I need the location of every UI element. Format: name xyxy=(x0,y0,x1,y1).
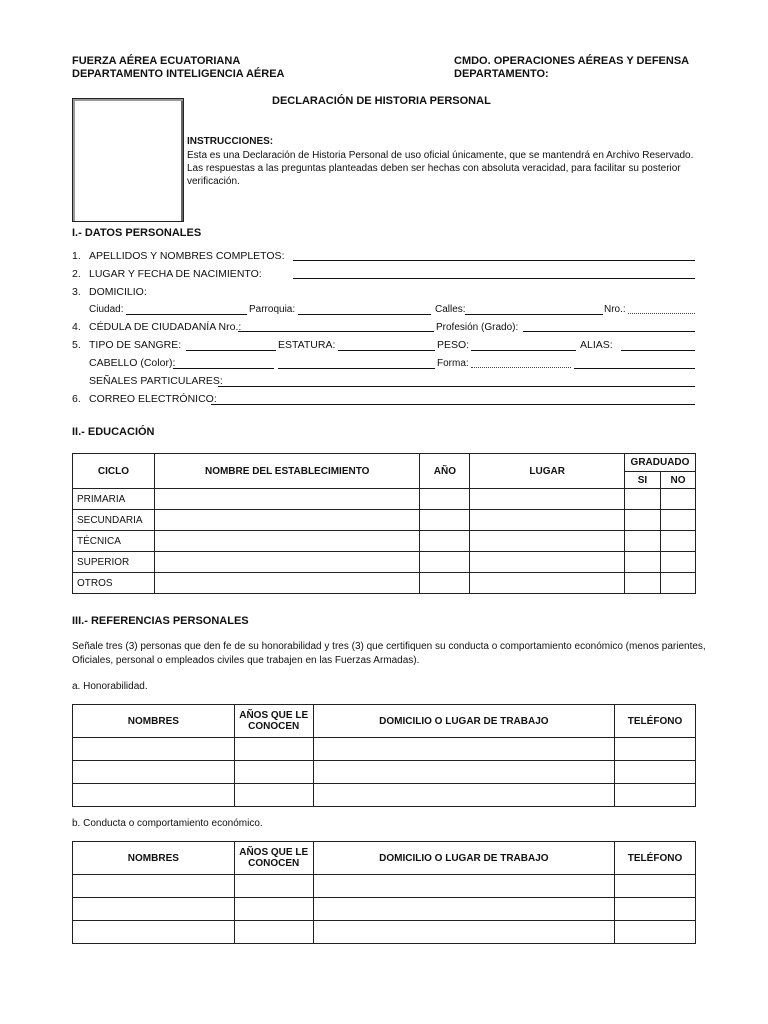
education-table xyxy=(72,453,696,594)
table-row xyxy=(73,552,696,573)
email-field[interactable] xyxy=(211,404,695,405)
instructions-line-2: Las respuestas a las preguntas planteadas deben ser hechas con absoluta veracidad, para facilitar su posterior xyxy=(187,163,681,174)
table-cell[interactable] xyxy=(660,489,695,510)
address-label: DOMICILIO: xyxy=(89,286,147,298)
table-cell[interactable] xyxy=(73,921,235,944)
distinctive-marks-label: SEÑALES PARTICULARES: xyxy=(89,375,223,387)
references-intro-line-2: Oficiales, personal o empleados civiles que trabajen en las Fuerzas Armadas). xyxy=(72,655,420,666)
table-cell[interactable] xyxy=(660,510,695,531)
page-title: DECLARACIÓN DE HISTORIA PERSONAL xyxy=(272,95,491,107)
col-phone: TELÉFONO xyxy=(615,705,696,738)
row-label: TÉCNICA xyxy=(73,531,155,552)
col-years-known: AÑOS QUE LE CONOCEN xyxy=(234,705,313,738)
full-name-field[interactable] xyxy=(293,260,695,261)
table-cell[interactable] xyxy=(313,738,614,761)
table-cell[interactable] xyxy=(470,510,625,531)
table-cell[interactable] xyxy=(624,573,660,594)
table-cell[interactable] xyxy=(420,489,470,510)
col-phone: TELÉFONO xyxy=(615,842,696,875)
row-label: SECUNDARIA xyxy=(73,510,155,531)
table-cell[interactable] xyxy=(73,875,235,898)
col-graduated-yes: SI xyxy=(624,472,660,489)
instructions-line-3: verificación. xyxy=(187,176,240,187)
table-row xyxy=(73,875,696,898)
height-label: ESTATURA: xyxy=(278,339,336,351)
col-place: LUGAR xyxy=(470,454,625,489)
table-cell[interactable] xyxy=(154,552,419,573)
row-label: PRIMARIA xyxy=(73,489,155,510)
col-address: DOMICILIO O LUGAR DE TRABAJO xyxy=(313,842,614,875)
table-cell[interactable] xyxy=(615,784,696,807)
table-cell[interactable] xyxy=(313,784,614,807)
table-cell[interactable] xyxy=(420,552,470,573)
col-graduated: GRADUADO xyxy=(624,454,695,472)
item-number-5: 5. xyxy=(72,339,81,351)
table-cell[interactable] xyxy=(660,573,695,594)
table-row xyxy=(73,898,696,921)
blood-type-label: TIPO DE SANGRE: xyxy=(89,339,182,351)
item-number-3: 3. xyxy=(72,286,81,298)
economic-conduct-table xyxy=(72,841,696,944)
table-row xyxy=(73,510,696,531)
profession-label: Profesión (Grado): xyxy=(436,322,519,333)
table-cell[interactable] xyxy=(660,552,695,573)
table-cell[interactable] xyxy=(234,921,313,944)
col-year: AÑO xyxy=(420,454,470,489)
instructions-heading: INSTRUCCIONES: xyxy=(187,136,274,147)
hair-color-field-2[interactable] xyxy=(278,368,435,369)
distinctive-marks-field[interactable] xyxy=(218,386,695,387)
references-intro-line-1: Señale tres (3) personas que den fe de su honorabilidad y tres (3) que certifiquen su conducta o comportamiento económico (menos parientes, xyxy=(72,641,706,652)
alias-label: ALIAS: xyxy=(580,339,613,351)
birth-place-date-field[interactable] xyxy=(293,278,695,279)
table-cell[interactable] xyxy=(624,552,660,573)
table-cell[interactable] xyxy=(73,898,235,921)
table-row xyxy=(73,738,696,761)
weight-label: PESO: xyxy=(437,339,470,351)
table-row xyxy=(73,489,696,510)
col-ciclo: CICLO xyxy=(73,454,155,489)
table-cell[interactable] xyxy=(234,761,313,784)
table-cell[interactable] xyxy=(615,875,696,898)
hair-form-field-2[interactable] xyxy=(574,368,695,369)
table-cell[interactable] xyxy=(420,531,470,552)
table-cell[interactable] xyxy=(313,921,614,944)
economic-conduct-subheading: b. Conducta o comportamiento económico. xyxy=(72,818,263,829)
department-label: DEPARTAMENTO: xyxy=(454,68,549,80)
item-number-4: 4. xyxy=(72,321,81,333)
table-cell[interactable] xyxy=(660,531,695,552)
parish-label: Parroquia: xyxy=(249,304,296,315)
table-cell[interactable] xyxy=(615,738,696,761)
row-label: OTROS xyxy=(73,573,155,594)
table-cell[interactable] xyxy=(234,738,313,761)
table-cell[interactable] xyxy=(470,573,625,594)
table-cell[interactable] xyxy=(234,898,313,921)
photo-box[interactable] xyxy=(72,98,184,222)
honorability-table xyxy=(72,704,696,807)
city-label: Ciudad: xyxy=(89,304,124,315)
item-number-6: 6. xyxy=(72,393,81,405)
col-names: NOMBRES xyxy=(73,705,235,738)
table-cell[interactable] xyxy=(73,761,235,784)
hair-form-label: Forma: xyxy=(437,358,469,369)
profession-field[interactable] xyxy=(523,331,695,332)
number-field[interactable] xyxy=(628,313,695,314)
city-field[interactable] xyxy=(126,314,247,315)
parish-field[interactable] xyxy=(298,314,431,315)
hair-color-field[interactable] xyxy=(173,368,274,369)
blood-type-field[interactable] xyxy=(186,350,276,351)
hair-form-field[interactable] xyxy=(471,367,571,368)
table-cell[interactable] xyxy=(420,510,470,531)
id-card-label: CÉDULA DE CIUDADANÍA Nro.: xyxy=(89,321,242,333)
table-cell[interactable] xyxy=(420,573,470,594)
number-label: Nro.: xyxy=(604,304,626,315)
full-name-label: APELLIDOS Y NOMBRES COMPLETOS: xyxy=(89,250,285,262)
honorability-subheading: a. Honorabilidad. xyxy=(72,681,148,692)
col-establishment: NOMBRE DEL ESTABLECIMIENTO xyxy=(154,454,419,489)
table-cell[interactable] xyxy=(624,531,660,552)
table-cell[interactable] xyxy=(313,761,614,784)
table-cell[interactable] xyxy=(73,784,235,807)
table-cell[interactable] xyxy=(615,921,696,944)
table-cell[interactable] xyxy=(73,738,235,761)
streets-field[interactable] xyxy=(465,314,603,315)
table-cell[interactable] xyxy=(154,531,419,552)
instructions-line-1: Esta es una Declaración de Historia Personal de uso oficial únicamente, que se mantendrá en Archivo Reservado. xyxy=(187,150,694,161)
org-name: FUERZA AÉREA ECUATORIANA xyxy=(72,55,241,67)
org-department: DEPARTAMENTO INTELIGENCIA AÉREA xyxy=(72,68,285,80)
table-cell[interactable] xyxy=(234,875,313,898)
table-cell[interactable] xyxy=(154,489,419,510)
table-cell[interactable] xyxy=(624,489,660,510)
hair-color-label: CABELLO (Color): xyxy=(89,357,176,369)
table-row xyxy=(73,784,696,807)
command-name: CMDO. OPERACIONES AÉREAS Y DEFENSA xyxy=(454,55,690,67)
table-cell[interactable] xyxy=(624,510,660,531)
streets-label: Calles: xyxy=(435,304,466,315)
weight-field[interactable] xyxy=(471,350,576,351)
table-cell[interactable] xyxy=(470,552,625,573)
table-cell[interactable] xyxy=(154,573,419,594)
col-years-known: AÑOS QUE LE CONOCEN xyxy=(234,842,313,875)
item-number-2: 2. xyxy=(72,268,81,280)
table-row xyxy=(73,761,696,784)
table-row xyxy=(73,573,696,594)
section-referencias-heading: III.- REFERENCIAS PERSONALES xyxy=(72,615,249,627)
table-cell[interactable] xyxy=(615,898,696,921)
table-cell[interactable] xyxy=(470,531,625,552)
table-cell[interactable] xyxy=(234,784,313,807)
id-card-field[interactable] xyxy=(238,331,434,332)
table-cell[interactable] xyxy=(313,875,614,898)
table-cell[interactable] xyxy=(615,761,696,784)
col-address: DOMICILIO O LUGAR DE TRABAJO xyxy=(313,705,614,738)
col-graduated-no: NO xyxy=(660,472,695,489)
birth-place-date-label: LUGAR Y FECHA DE NACIMIENTO: xyxy=(89,268,262,280)
height-field[interactable] xyxy=(338,350,435,351)
section-educacion-heading: II.- EDUCACIÓN xyxy=(72,426,155,438)
section-datos-personales-heading: I.- DATOS PERSONALES xyxy=(72,227,202,239)
alias-field[interactable] xyxy=(621,350,695,351)
item-number-1: 1. xyxy=(72,250,81,262)
table-cell[interactable] xyxy=(470,489,625,510)
email-label: CORREO ELECTRÓNICO: xyxy=(89,393,217,405)
table-cell[interactable] xyxy=(313,898,614,921)
table-row xyxy=(73,921,696,944)
col-names: NOMBRES xyxy=(73,842,235,875)
table-cell[interactable] xyxy=(154,510,419,531)
row-label: SUPERIOR xyxy=(73,552,155,573)
table-row xyxy=(73,531,696,552)
